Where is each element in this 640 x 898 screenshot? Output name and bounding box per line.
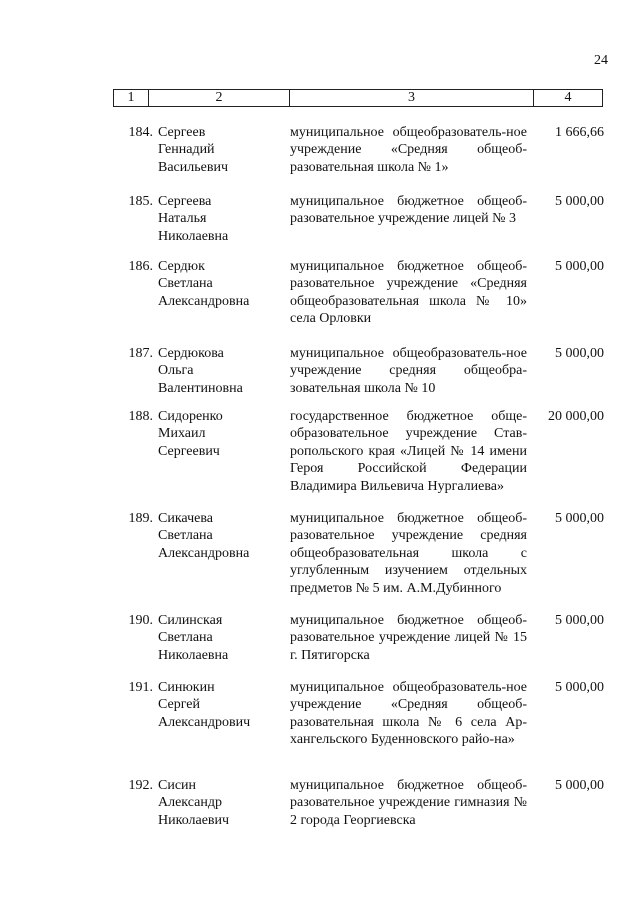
entry-organization: муниципальное общеобразователь-ное учреждение средняя общеобра-зовательная школа № 10: [290, 346, 527, 396]
entry-name: Синюкин Сергей Александрович: [158, 680, 251, 730]
entry-organization: муниципальное бюджетное общеоб-разовательное учреждение «Средняя общеобразовательная школа № 10» села Орловки: [290, 259, 527, 327]
entry-name: Сергеев Геннадий Васильевич: [158, 125, 228, 175]
entry-number: 187.: [128, 346, 153, 361]
entry-amount: 1 666,66: [555, 125, 604, 140]
table-row: [0, 193, 640, 258]
entry-amount: 5 000,00: [555, 194, 604, 209]
entry-amount: 5 000,00: [555, 346, 604, 361]
table-row: [0, 612, 640, 679]
entry-number: 186.: [128, 259, 153, 274]
entry-organization: муниципальное бюджетное общеоб-разовательное учреждение лицей № 15 г. Пятигорска: [290, 613, 527, 663]
entry-name: Сердюкова Ольга Валентиновна: [158, 346, 243, 396]
header-col-1: 1: [127, 90, 135, 105]
entry-organization: муниципальное бюджетное общеоб-разовательное учреждение лицей № 3: [290, 194, 527, 227]
header-col-3: 3: [289, 90, 533, 106]
entry-name: Силинская Светлана Николаевна: [158, 613, 229, 663]
entry-organization: муниципальное общеобразователь-ное учреждение «Средняя общеоб-разовательная школа № 1»: [290, 125, 527, 175]
table-row: [0, 258, 640, 345]
entry-name: Сидоренко Михаил Сергеевич: [158, 409, 223, 459]
table-header-row: [113, 89, 603, 107]
table-row: [0, 408, 640, 510]
entry-amount: 5 000,00: [555, 511, 604, 526]
table-row: [0, 124, 640, 193]
header-col-4: 4: [533, 90, 602, 106]
page-number: 24: [594, 53, 608, 68]
entry-name: Сикачева Светлана Александровна: [158, 511, 250, 561]
entry-number: 190.: [128, 613, 153, 628]
entry-number: 184.: [128, 125, 153, 140]
entry-amount: 20 000,00: [548, 409, 604, 424]
entry-name: Сергеева Наталья Николаевна: [158, 194, 229, 244]
header-col-2: 2: [148, 90, 289, 106]
entry-amount: 5 000,00: [555, 613, 604, 628]
entry-amount: 5 000,00: [555, 680, 604, 695]
table-row: [0, 510, 640, 612]
table-row: [0, 679, 640, 777]
table-row: [0, 777, 640, 837]
entry-organization: государственное бюджетное обще-образовательное учреждение Став-ропольского края «Лицей № 14 имени Героя Российской Федерации Владимира Вильевича Нургалиева»: [290, 409, 527, 494]
entry-name: Сисин Александр Николаевич: [158, 778, 230, 828]
entry-amount: 5 000,00: [555, 778, 604, 793]
entry-number: 185.: [128, 194, 153, 209]
entry-number: 189.: [128, 511, 153, 526]
table-row: [0, 345, 640, 408]
entry-organization: муниципальное бюджетное общеоб-разовательное учреждение средняя общеобразовательная школа с углубленным изучением отдельных предметов № 5 им. А.М.Дубинного: [290, 511, 527, 596]
entry-amount: 5 000,00: [555, 259, 604, 274]
entries-list: [0, 124, 640, 837]
entry-organization: муниципальное бюджетное общеоб-разовательное учреждение гимназия № 2 города Георгиевска: [290, 778, 527, 828]
entry-number: 192.: [128, 778, 153, 793]
entry-number: 191.: [128, 680, 153, 695]
entry-name: Сердюк Светлана Александровна: [158, 259, 250, 309]
entry-organization: муниципальное общеобразователь-ное учреждение «Средняя общеоб-разовательная школа № 6 села Ар-хангельского Буденновского райо-на»: [290, 680, 527, 748]
entry-number: 188.: [128, 409, 153, 424]
